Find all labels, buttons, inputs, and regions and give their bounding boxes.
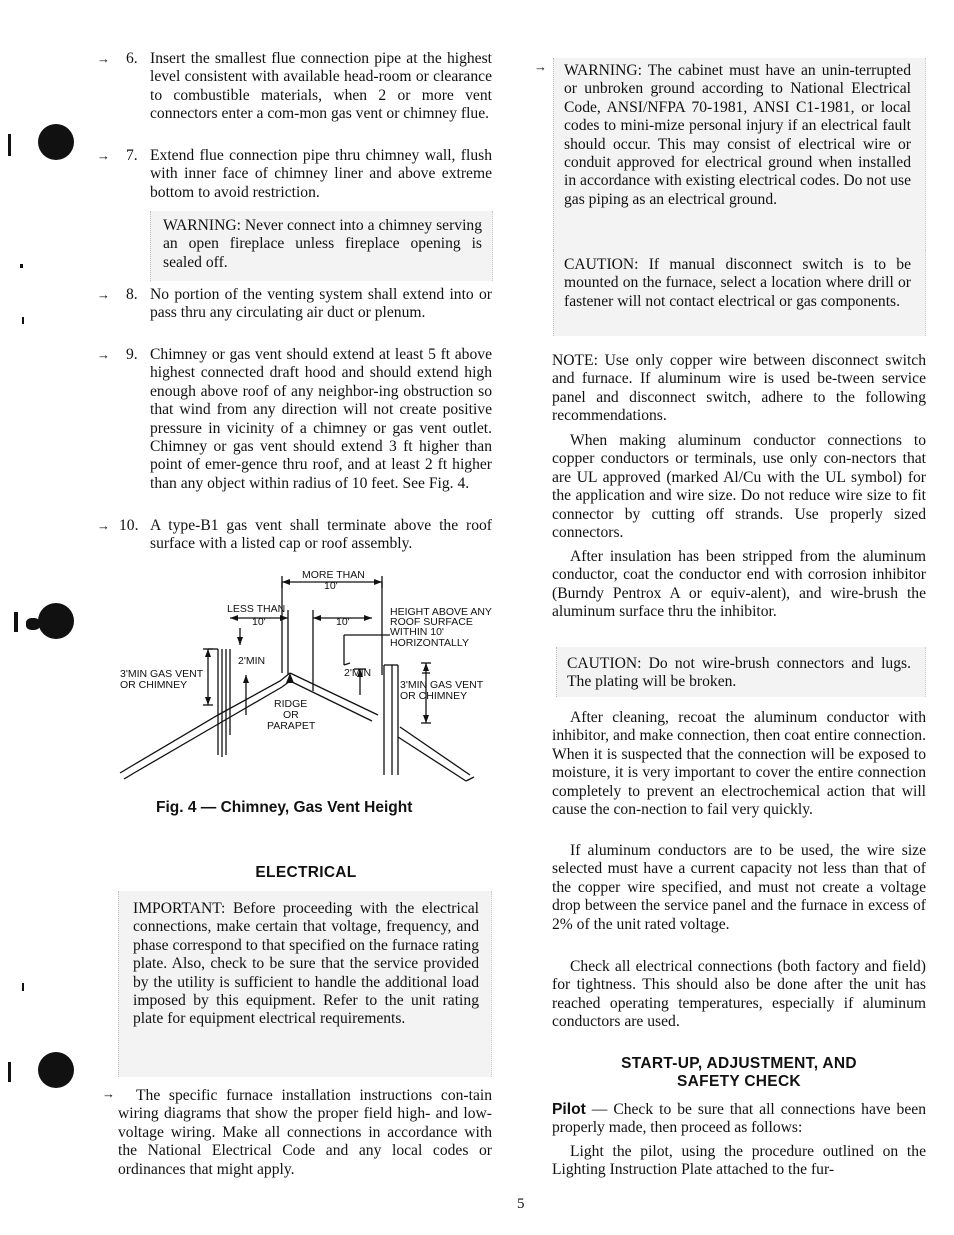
important-text: IMPORTANT: Before proceeding with the electrical connections, make certain that voltage, frequency, and phase correspond to that specified on the furnace rating plate. Also, check to be sure that the service provided by the utility is sufficient to handle the additional load imposed by this equipment. Refer to the unit rating plate for equipment electrical requirements. [133, 900, 479, 1028]
important-box [118, 891, 492, 1077]
list-item-9 [97, 346, 495, 512]
margin-speck [22, 317, 24, 324]
item-number: 9. [126, 346, 138, 363]
label-ten-top: 10' [324, 580, 338, 592]
warning-cabinet [553, 58, 926, 250]
binder-hole-3 [38, 1052, 74, 1088]
wiring-paragraph [118, 1087, 492, 1179]
item-number: 6. [126, 50, 138, 67]
label-two-min-left: 2'MIN [238, 655, 266, 667]
revision-arrow-icon: → [102, 1086, 115, 1101]
check-connections-paragraph: Check all electrical connections (both factory and field) for tightness. This should also be done after the unit has reached operating temperatures, especially if aluminum conductors are used. [552, 958, 926, 1031]
list-item-6 [97, 50, 495, 142]
pilot-text: — Check to be sure that all connections have been properly made, then proceed as follows: [552, 1101, 926, 1137]
binder-hole-2 [38, 603, 74, 639]
label-three-min-right-2: OR CHIMNEY [400, 690, 468, 702]
label-less-than: LESS THAN [227, 603, 286, 615]
binder-hole-1 [38, 124, 74, 160]
revision-arrow-icon: → [534, 59, 547, 74]
item-number: 10. [119, 517, 139, 534]
margin-speck [22, 983, 24, 991]
label-or: OR [283, 709, 299, 721]
list-item-8 [97, 286, 495, 342]
caution-disconnect [553, 250, 926, 336]
item-number: 7. [126, 147, 138, 164]
caution-disconnect-text: CAUTION: If manual disconnect switch is to be mounted on the furnace, select a location where drill or fastener will not contact electrical or gas components. [564, 256, 911, 310]
label-three-min-left-1: 3'MIN GAS VENT [120, 668, 204, 680]
aluminum-paragraph: When making aluminum conductor connections to copper conductors or terminals, use only con-nectors that are UL approved (marked Al/Cu with the UL symbol) for the application and wire size. Do not reduce wire size to fit connector by cutting off strands. Use properly sized connectors. [552, 432, 926, 542]
startup-heading-line-1: START-UP, ADJUSTMENT, AND [621, 1055, 857, 1072]
label-roof-surface: ROOF SURFACE [390, 616, 473, 628]
cleaning-paragraph: After cleaning, recoat the aluminum conductor with inhibitor, and make connection, then coat entire connection. When it is suspected that the connection will be exposed to moisture, it is very important to cover the entire connection completely to prevent an electrochemical action that will cause the con-nection to fail very quickly. [552, 709, 926, 819]
item-text: Extend flue connection pipe thru chimney wall, flush with inner face of chimney liner and above extreme bottom to avoid restriction. [150, 147, 492, 201]
startup-heading [552, 1055, 926, 1092]
label-height-above: HEIGHT ABOVE ANY [390, 606, 492, 618]
caution-wire-brush [556, 647, 926, 697]
revision-arrow-icon: → [97, 287, 110, 302]
wire-size-paragraph: If aluminum conductors are to be used, the wire size selected must have a current capacity not less than that of the copper wire specified, and must not create a voltage drop between the service panel and the furnace in excess of 2% of the unit rated voltage. [552, 842, 926, 933]
pilot-label: Pilot [552, 1101, 586, 1118]
wiring-text: The specific furnace installation instructions con-tain wiring diagrams that show the proper field high- and low-voltage wiring. Make all connections in accordance with the National Electrical Code and any local codes or ordinances that might apply. [118, 1087, 492, 1178]
margin-tick [26, 618, 40, 630]
caution-wire-brush-text: CAUTION: Do not wire-brush connectors and lugs. The plating will be broken. [567, 655, 911, 691]
startup-heading-line-2: SAFETY CHECK [677, 1073, 801, 1091]
warning-fireplace [150, 211, 493, 281]
label-within: WITHIN 10' [390, 626, 444, 638]
warning-text: WARNING: Never connect into a chimney serving an open fireplace unless fireplace opening is sealed off. [163, 217, 482, 271]
margin-tick [8, 1062, 11, 1082]
label-parapet: PARAPET [267, 720, 316, 732]
chimney-gas-vent-diagram [110, 565, 500, 787]
list-item-7 [97, 147, 495, 203]
label-horizontally: HORIZONTALLY [390, 637, 469, 649]
revision-arrow-icon: → [97, 347, 110, 362]
revision-arrow-icon: → [97, 148, 110, 163]
revision-arrow-icon: → [97, 518, 110, 533]
item-text: Chimney or gas vent should extend at least 5 ft above highest connected draft hood and should extend high enough above roof of any neighbor-ing obstruction so that wind from any direction will not create positive pressure in vicinity of a chimney or gas vent outlet. Chimney or gas vent should extend 3 ft higher than point of emer-gence thru roof, and at least 2 ft higher than any object within radius of 10 feet. See Fig. 4. [150, 346, 492, 492]
note-paragraph: NOTE: Use only copper wire between disconnect switch and furnace. If aluminum wire is used be-tween service panel and disconnect switch, adhere to the following recommendations. [552, 352, 926, 425]
page-number: 5 [517, 1196, 525, 1212]
label-ten-mid: 10' [336, 616, 350, 628]
margin-tick [14, 612, 18, 632]
figure-caption: Fig. 4 — Chimney, Gas Vent Height [156, 799, 413, 816]
label-ridge: RIDGE [274, 698, 308, 710]
list-item-10 [97, 517, 495, 555]
item-text: Insert the smallest flue connection pipe at the highest level consistent with available head-room or clearance to combustible materials, when 2 or more vent connectors enter a com-mon gas vent or chimney flue. [150, 50, 492, 123]
label-two-min-right: 2'MIN [344, 667, 372, 679]
item-text: No portion of the venting system shall extend into or pass thru any circulating air duct or plenum. [150, 286, 492, 322]
pilot-paragraph [552, 1101, 926, 1138]
warning-cabinet-text: WARNING: The cabinet must have an unin-terrupted or unbroken ground according to National Electrical Code, ANSI/NFPA 70-1981, ANSI C1-1981, or local codes to mini-mize personal injury if an electrical fault should occur. This may consist of electrical wire or conduit approved for electrical ground when installed in accordance with existing electrical codes. Do not use gas piping as an electrical ground. [564, 62, 911, 208]
revision-arrow-icon: → [97, 51, 110, 66]
label-three-min-left-2: OR CHIMNEY [120, 679, 188, 691]
light-pilot-paragraph: Light the pilot, using the procedure outlined on the Lighting Instruction Plate attached to the fur- [552, 1143, 926, 1179]
label-three-min-right-1: 3'MIN GAS VENT [400, 679, 484, 691]
margin-tick [8, 134, 11, 156]
label-ten-left: 10' [252, 616, 266, 628]
electrical-heading: ELECTRICAL [255, 864, 357, 881]
insulation-paragraph: After insulation has been stripped from the aluminum conductor, coat the conductor end with corrosion inhibitor (Burndy Pentrox A or equiv-alent), and wire-brush the aluminum surface thru the inhibitor. [552, 548, 926, 621]
item-text: A type-B1 gas vent shall terminate above the roof surface with a listed cap or roof assembly. [150, 517, 492, 553]
item-number: 8. [126, 286, 138, 303]
label-more-than: MORE THAN [302, 569, 365, 581]
margin-speck [20, 264, 23, 268]
